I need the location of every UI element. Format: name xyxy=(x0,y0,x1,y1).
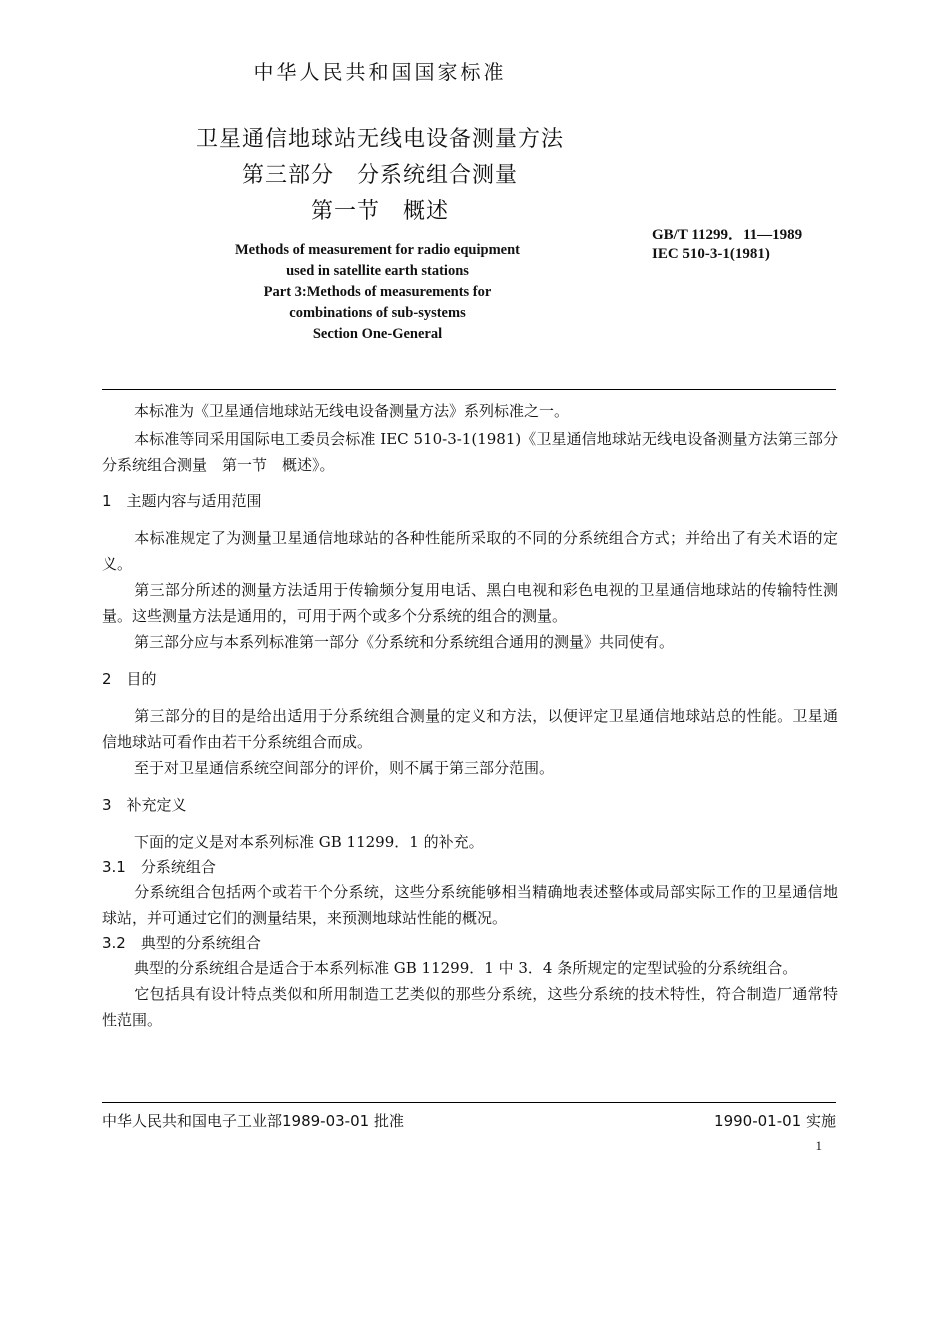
section-heading-2: 2 目的 xyxy=(102,670,157,688)
effective-date: 1990-01-01 实施 xyxy=(714,1112,836,1130)
section-heading-3: 3 补充定义 xyxy=(102,796,187,814)
standard-number-gb: GB/T 11299．11—1989 xyxy=(652,227,803,243)
english-title-line-5: Section One-General xyxy=(312,326,443,342)
subsection-3-2-paragraph-2: 它包括具有设计特点类似和所用制造工艺类似的那些分系统，这些分系统的技术特性，符合制造厂通常特性范围。 xyxy=(102,985,838,1029)
subsection-heading-3-1: 3.1 分系统组合 xyxy=(102,858,216,876)
section-3-paragraph-1: 下面的定义是对本系列标准 GB 11299．1 的补充。 xyxy=(134,833,484,851)
subsection-3-1-paragraph-1: 分系统组合包括两个或若干个分系统，这些分系统能够相当精确地表述整体或局部实际工作的卫星通信地球站，并可通过它们的测量结果，来预测地球站性能的概况。 xyxy=(102,883,838,927)
section-1-paragraph-3: 第三部分应与本系列标准第一部分《分系统和分系统组合通用的测量》共同使有。 xyxy=(134,633,675,651)
english-title-line-3: Part 3:Methods of measurements for xyxy=(263,284,492,300)
preface-paragraph-2: 本标准等同采用国际电工委员会标准 IEC 510-3-1(1981)《卫星通信地球站无线电设备测量方法第三部分 分系统组合测量 第一节 概述》。 xyxy=(102,430,854,474)
standard-number-block xyxy=(652,226,802,264)
subsection-heading-3-2: 3.2 典型的分系统组合 xyxy=(102,934,261,952)
section-1-paragraph-1: 本标准规定了为测量卫星通信地球站的各种性能所采取的不同的分系统组合方式；并给出了有关术语的定义。 xyxy=(102,529,838,573)
document-title-line-3: 第一节 概述 xyxy=(310,199,449,224)
approval-date: 中华人民共和国电子工业部1989-03-01 批准 xyxy=(102,1112,404,1130)
english-title-line-1: Methods of measurement for radio equipment xyxy=(234,242,520,258)
standard-number-iec: IEC 510-3-1(1981) xyxy=(652,246,770,262)
english-title-line-2: used in satellite earth stations xyxy=(286,263,469,279)
section-heading-1: 1 主题内容与适用范围 xyxy=(102,492,262,510)
document-title-line-2: 第三部分 分系统组合测量 xyxy=(241,163,518,188)
header-divider xyxy=(102,389,836,390)
national-standard-label: 中华人民共和国国家标准 xyxy=(253,60,507,84)
preface-paragraph-1: 本标准为《卫星通信地球站无线电设备测量方法》系列标准之一。 xyxy=(134,402,570,420)
english-title-line-4: combinations of sub-systems xyxy=(289,305,466,321)
subsection-3-2-paragraph-1: 典型的分系统组合是适合于本系列标准 GB 11299．1 中 3．4 条所规定的定型试验的分系统组合。 xyxy=(134,959,798,977)
english-title xyxy=(180,240,575,345)
footer-divider xyxy=(102,1102,836,1103)
section-2-paragraph-2: 至于对卫星通信系统空间部分的评价，则不属于第三部分范围。 xyxy=(134,759,555,777)
page-number: 1 xyxy=(815,1138,822,1153)
section-2-paragraph-1: 第三部分的目的是给出适用于分系统组合测量的定义和方法，以便评定卫星通信地球站总的性能。卫星通信地球站可看作由若干分系统组合而成。 xyxy=(102,707,838,751)
document-title-line-1: 卫星通信地球站无线电设备测量方法 xyxy=(195,127,564,152)
section-1-paragraph-2: 第三部分所述的测量方法适用于传输频分复用电话、黑白电视和彩色电视的卫星通信地球站的传输特性测量。这些测量方法是通用的，可用于两个或多个分系统的组合的测量。 xyxy=(102,581,838,625)
